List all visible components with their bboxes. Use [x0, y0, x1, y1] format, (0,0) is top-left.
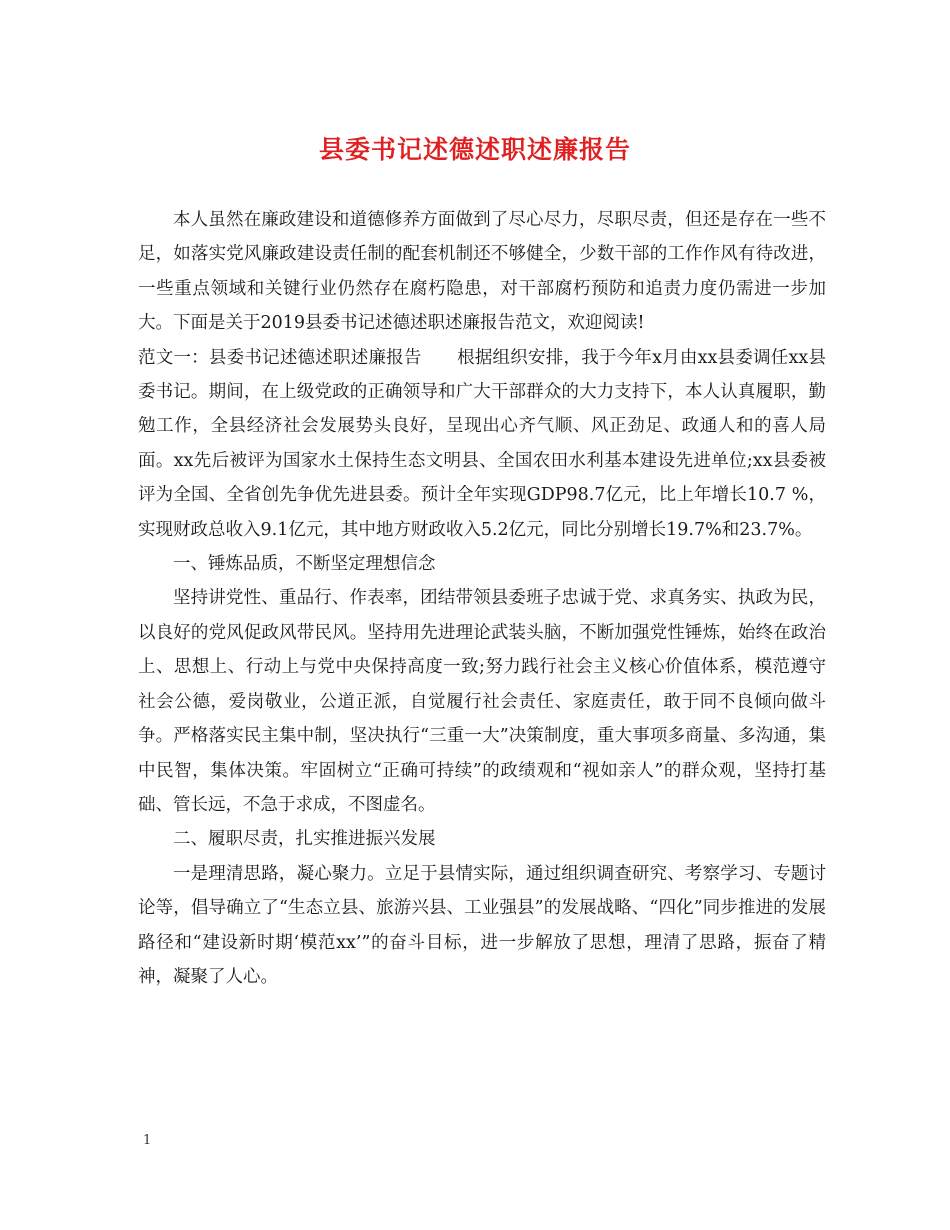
section-heading-two: 二、履职尽责，扎实推进振兴发展	[173, 829, 436, 850]
document-title: 县委书记述德述职述廉报告	[318, 135, 631, 164]
sample-one-paragraph: 范文一：县委书记述德述职述廉报告 根据组织安排，我于今年x月由xx县委调任xx县委书记。期间，在上级党政的正确领导和广大干部群众的大力支持下，本人认真履职，勤勉工作，全县经济社会发展势头良好，呈现出心齐气顺、风正劲足、政通人和的喜人局面。xx先后被评为国家水土保持生态文明县、全国农田水利基本建设先进单位;xx县委被评为全国、全省创先争优先进县委。预计全年实现GDP98.7亿元，比上年增长10.7 %，实现财政总收入9.1亿元，其中地方财政收入5.2亿元，同比分别增长19.7%和23.7%。	[138, 347, 826, 540]
section-two-paragraph: 一是理清思路，凝心聚力。立足于县情实际，通过组织调查研究、考察学习、专题讨论等，倡导确立了“生态立县、旅游兴县、工业强县”的发展战略、“四化”同步推进的发展路径和“建设新时期‘模范xx’”的奋斗目标，进一步解放了思想，理清了思路，振奋了精神，凝聚了人心。	[138, 863, 826, 987]
page-number: 1	[143, 1133, 152, 1148]
document-body	[138, 203, 826, 994]
section-heading-one: 一、锤炼品质，不断坚定理想信念	[173, 554, 436, 575]
section-one-paragraph: 坚持讲党性、重品行、作表率，团结带领县委班子忠诚于党、求真务实、执政为民，以良好的党风促政风带民风。坚持用先进理论武装头脑，不断加强党性锤炼，始终在政治上、思想上、行动上与党中央保持高度一致;努力践行社会主义核心价值体系，模范遵守社会公德，爱岗敬业，公道正派，自觉履行社会责任、家庭责任，敢于同不良倾向做斗争。严格落实民主集中制，坚决执行“三重一大”决策制度，重大事项多商量、多沟通，集中民智，集体决策。牢固树立“正确可持续”的政绩观和“视如亲人”的群众观，坚持打基础、管长远，不急于求成，不图虚名。	[138, 588, 826, 815]
intro-paragraph: 本人虽然在廉政建设和道德修养方面做到了尽心尽力，尽职尽责，但还是存在一些不足，如落实党风廉政建设责任制的配套机制还不够健全，少数干部的工作作风有待改进，一些重点领域和关键行业仍然存在腐朽隐患，对干部腐朽预防和追责力度仍需进一步加大。下面是关于2019县委书记述德述职述廉报告范文，欢迎阅读!	[138, 210, 826, 334]
